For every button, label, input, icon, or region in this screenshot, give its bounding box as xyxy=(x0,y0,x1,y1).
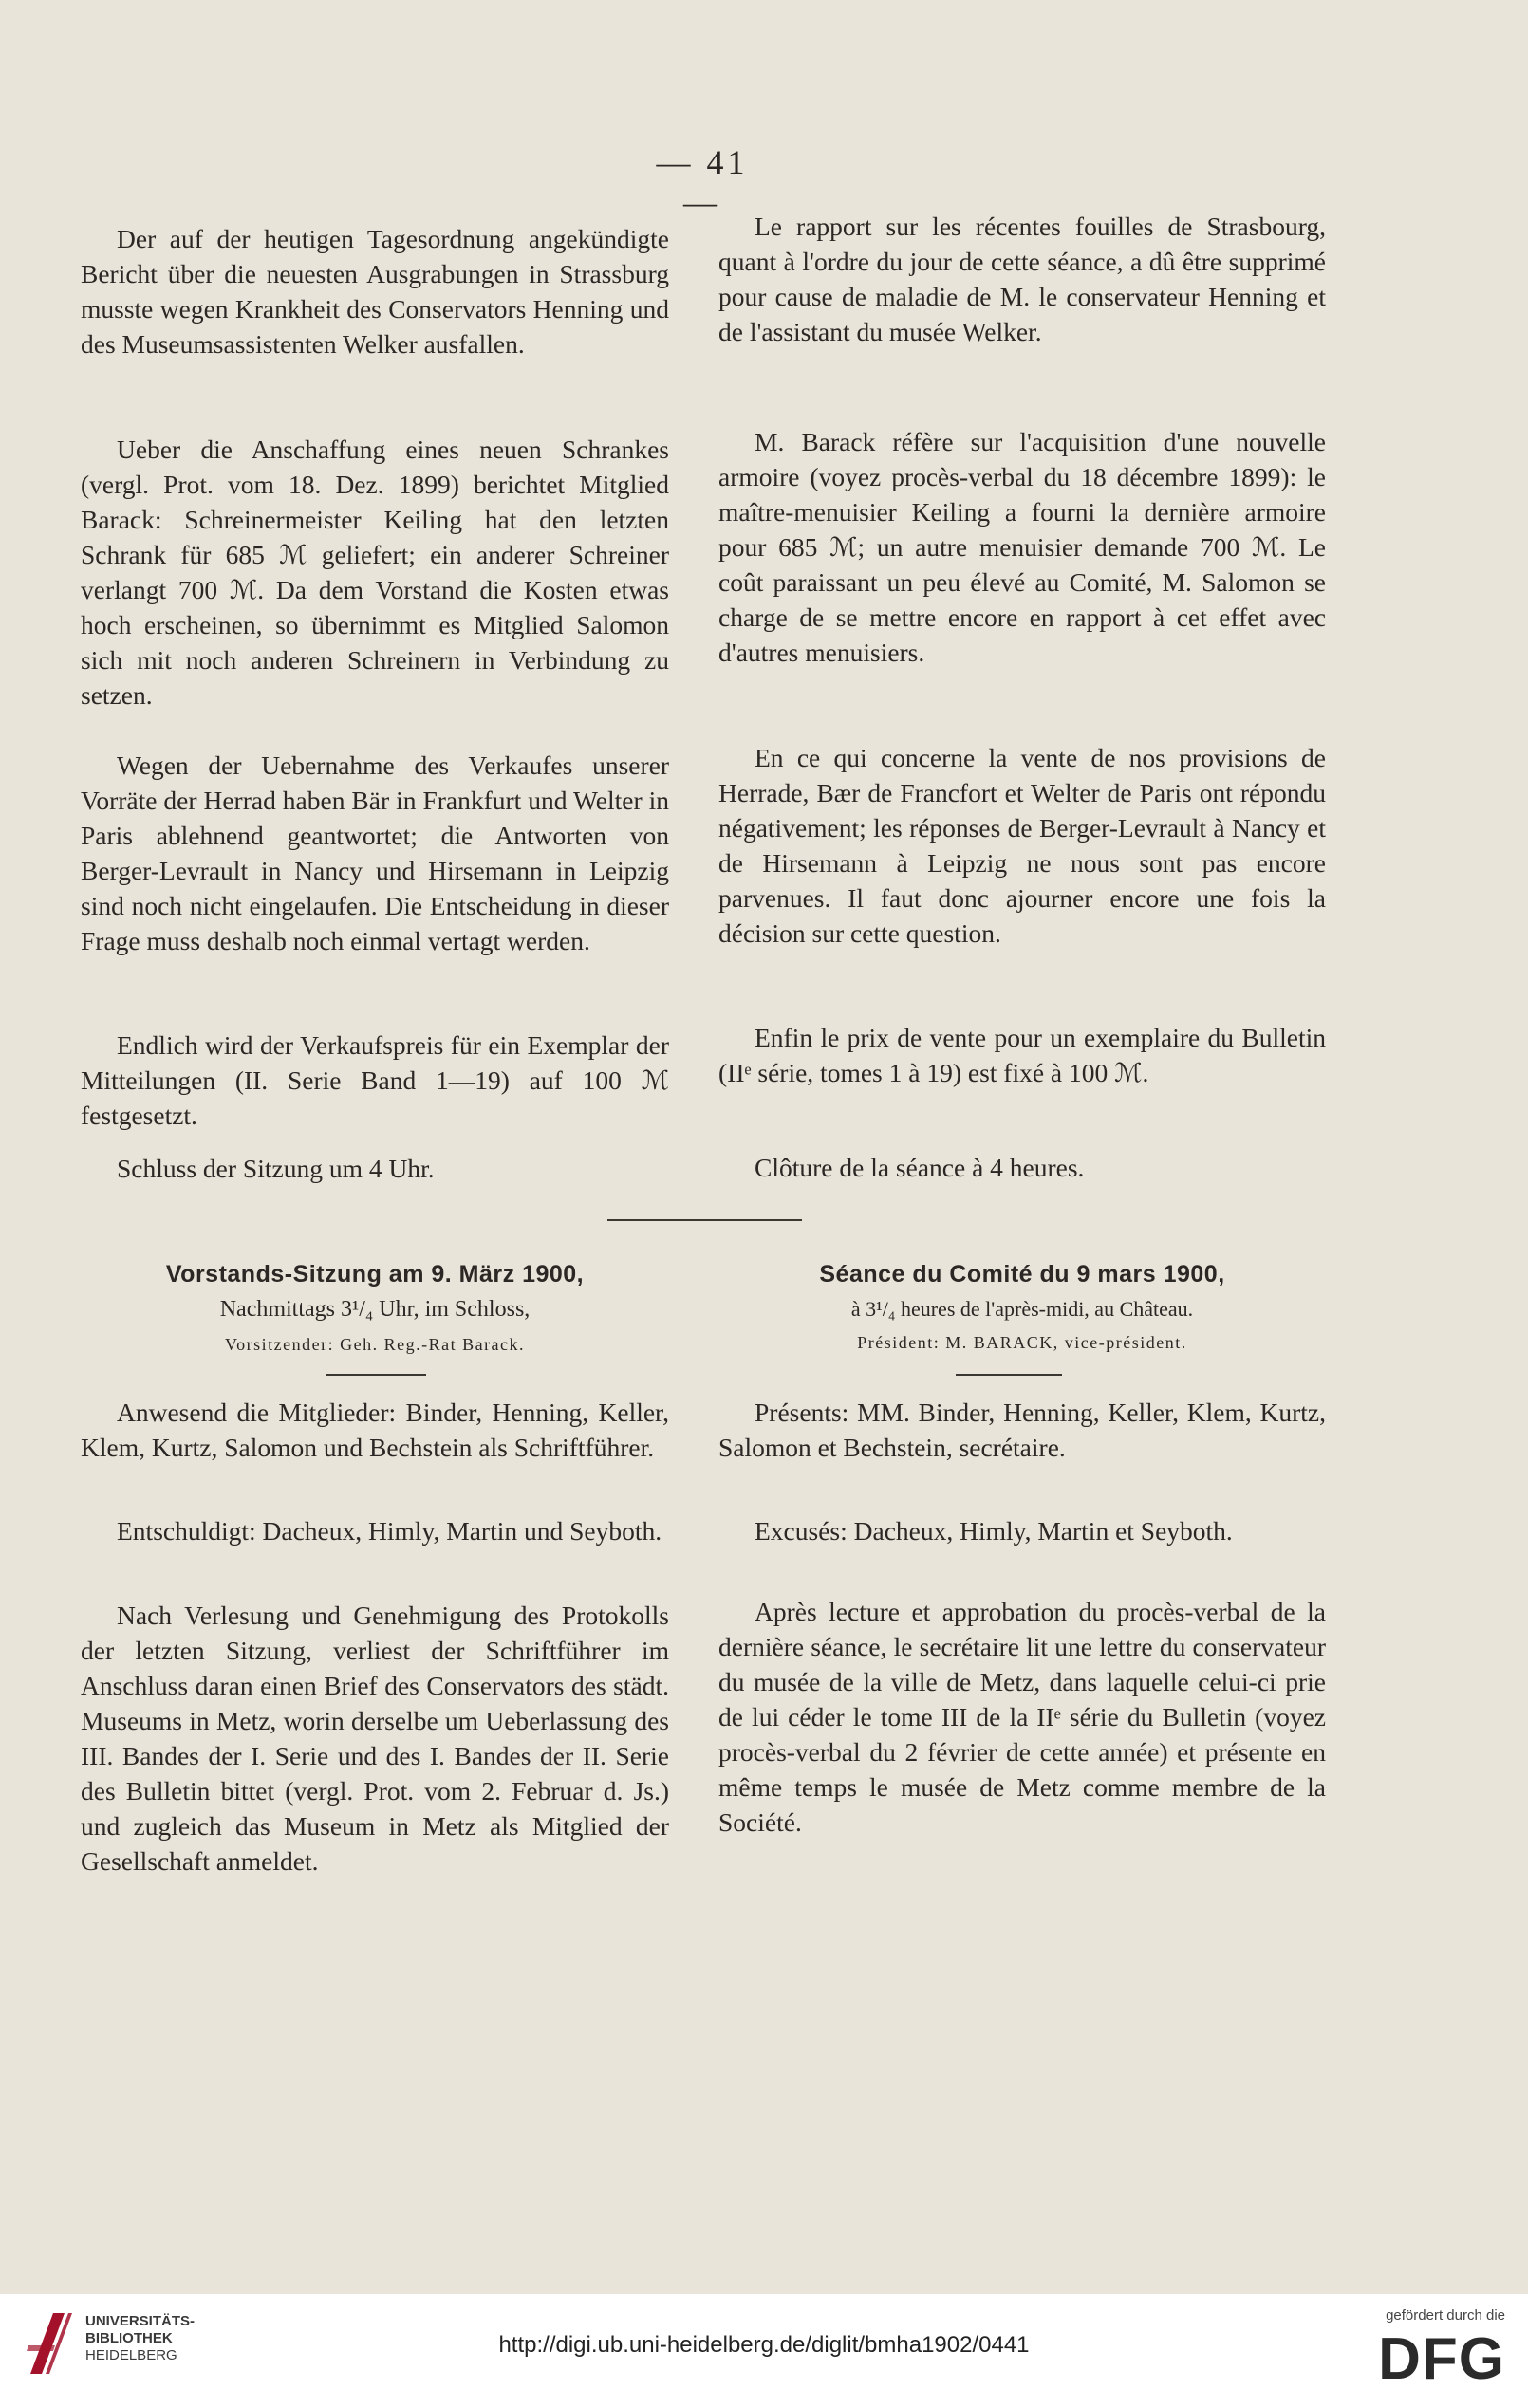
paragraph-de-1: Der auf der heutigen Tagesordnung angekündigte Bericht über die neuesten Ausgrabungen in Strassburg musste wegen Krankheit des Conservators Henning und des Museumsassistenten Welker ausfallen. xyxy=(81,224,669,359)
source-url-link[interactable]: http://digi.ub.uni-heidelberg.de/diglit/bmha1902/0441 xyxy=(498,2332,1030,2358)
paragraph-de-4: Endlich wird der Verkaufspreis für ein Exemplar der Mitteilungen (II. Serie Band 1—19) auf 100 ℳ festgesetzt. xyxy=(81,1030,669,1130)
session-time-fr: à 3¹/₄ heures de l'après-midi, au Château. xyxy=(850,1297,1194,1321)
paragraph-de-6: Anwesend die Mitglieder: Binder, Henning, Keller, Klem, Kurtz, Salomon und Bechstein als Schriftführer. xyxy=(81,1398,669,1462)
paragraph-de-7: Entschuldigt: Dacheux, Himly, Martin und Seyboth. xyxy=(117,1516,662,1546)
session-time-de: Nachmittags 3¹/₄ Uhr, im Schloss, xyxy=(219,1297,531,1322)
library-name-line-1: UNIVERSITÄTS- xyxy=(85,2313,196,2329)
paragraph-fr-5: Clôture de la séance à 4 heures. xyxy=(755,1153,1085,1182)
library-name-line-2: BIBLIOTHEK xyxy=(85,2330,173,2346)
funded-by-label: gefördert durch die xyxy=(1386,2307,1505,2324)
paragraph-fr-4: Enfin le prix de vente pour un exemplaire du Bulletin (IIᵉ série, tomes 1 à 19) est fixé à 100 ℳ. xyxy=(718,1023,1326,1087)
page-number: — 41 — xyxy=(656,143,749,221)
short-divider-fr xyxy=(956,1374,1062,1376)
dfg-logo: DFG xyxy=(1378,2326,1505,2392)
paragraph-fr-3: En ce qui concerne la vente de nos provisions de Herrade, Bær de Francfort et Welter de Paris ont répondu négativement; les réponses de Berger-Levrault à Nancy et de Hirsemann à Leipzig ne nous sont pas encore parvenues. Il faut donc ajourner encore une fois la décision sur cette question. xyxy=(718,743,1326,948)
university-library-logo-icon xyxy=(27,2307,76,2380)
french-column xyxy=(718,0,1326,1992)
paragraph-de-3: Wegen der Uebernahme des Verkaufes unserer Vorräte der Herrad haben Bär in Frankfurt und Welter in Paris ablehnend geantwortet; die Antworten von Berger-Levrault in Nancy und Hirsemann in Leipzig sind noch nicht eingelaufen. Die Entscheidung in dieser Frage muss deshalb noch einmal vertagt werden. xyxy=(81,750,669,955)
session-heading-fr: Séance du Comité du 9 mars 1900, xyxy=(819,1261,1225,1287)
paragraph-fr-8: Après lecture et approbation du procès-verbal de la dernière séance, le secrétaire lit une lettre du conservateur du musée de la ville de Metz, dans laquelle celui-ci prie de lui céder le tome III de la IIᵉ série du Bulletin (voyez procès-verbal du 2 février de cette année) et présente en même temps le musée de Metz comme membre de la Société. xyxy=(718,1597,1326,1837)
session-chair-fr: Président: M. BARACK, vice-président. xyxy=(857,1333,1187,1352)
paragraph-fr-7: Excusés: Dacheux, Himly, Martin et Seyboth. xyxy=(755,1516,1233,1546)
short-divider-de xyxy=(326,1374,426,1376)
german-column xyxy=(81,0,669,1992)
paragraph-de-2: Ueber die Anschaffung eines neuen Schrankes (vergl. Prot. vom 18. Dez. 1899) berichtet Mitglied Barack: Schreinermeister Keiling hat den letzten Schrank für 685 ℳ geliefert; ein anderer Schreiner verlangt 700 ℳ. Da dem Vorstand die Kosten etwas hoch erscheinen, so übernimmt es Mitglied Salomon sich mit noch anderen Schreinern in Verbindung zu setzen. xyxy=(81,435,669,710)
section-divider xyxy=(607,1219,802,1221)
paragraph-fr-2: M. Barack réfère sur l'acquisition d'une nouvelle armoire (voyez procès-verbal du 18 décembre 1899): le maître-menuisier Keiling a fourni la dernière armoire pour 685 ℳ; un autre menuisier demande 700 ℳ. Le coût paraissant un peu élevé au Comité, M. Salomon se charge de se mettre encore en rapport à cet effet avec d'autres menuisiers. xyxy=(718,427,1326,667)
paragraph-de-5: Schluss der Sitzung um 4 Uhr. xyxy=(117,1154,435,1183)
paragraph-de-8: Nach Verlesung und Genehmigung des Protokolls der letzten Sitzung, verliest der Schriftführer im Anschluss daran einen Brief des Conservators des städt. Museums in Metz, worin derselbe um Ueberlassung des III. Bandes der I. Serie und des I. Bandes der II. Serie des Bulletin bittet (vergl. Prot. vom 2. Februar d. Js.) und zugleich das Museum in Metz als Mitglied der Gesellschaft anmeldet. xyxy=(81,1601,669,1876)
paragraph-fr-6: Présents: MM. Binder, Henning, Keller, Klem, Kurtz, Salomon et Bechstein, secrétaire. xyxy=(718,1398,1326,1462)
library-name-line-3: HEIDELBERG xyxy=(85,2347,177,2363)
session-chair-de: Vorsitzender: Geh. Reg.-Rat Barack. xyxy=(224,1335,526,1354)
library-name xyxy=(85,2313,195,2364)
paragraph-fr-1: Le rapport sur les récentes fouilles de Strasbourg, quant à l'ordre du jour de cette séance, a dû être supprimé pour cause de maladie de M. le conservateur Henning et de l'assistant du musée Welker. xyxy=(718,212,1326,346)
session-heading-de: Vorstands-Sitzung am 9. März 1900, xyxy=(165,1261,585,1287)
